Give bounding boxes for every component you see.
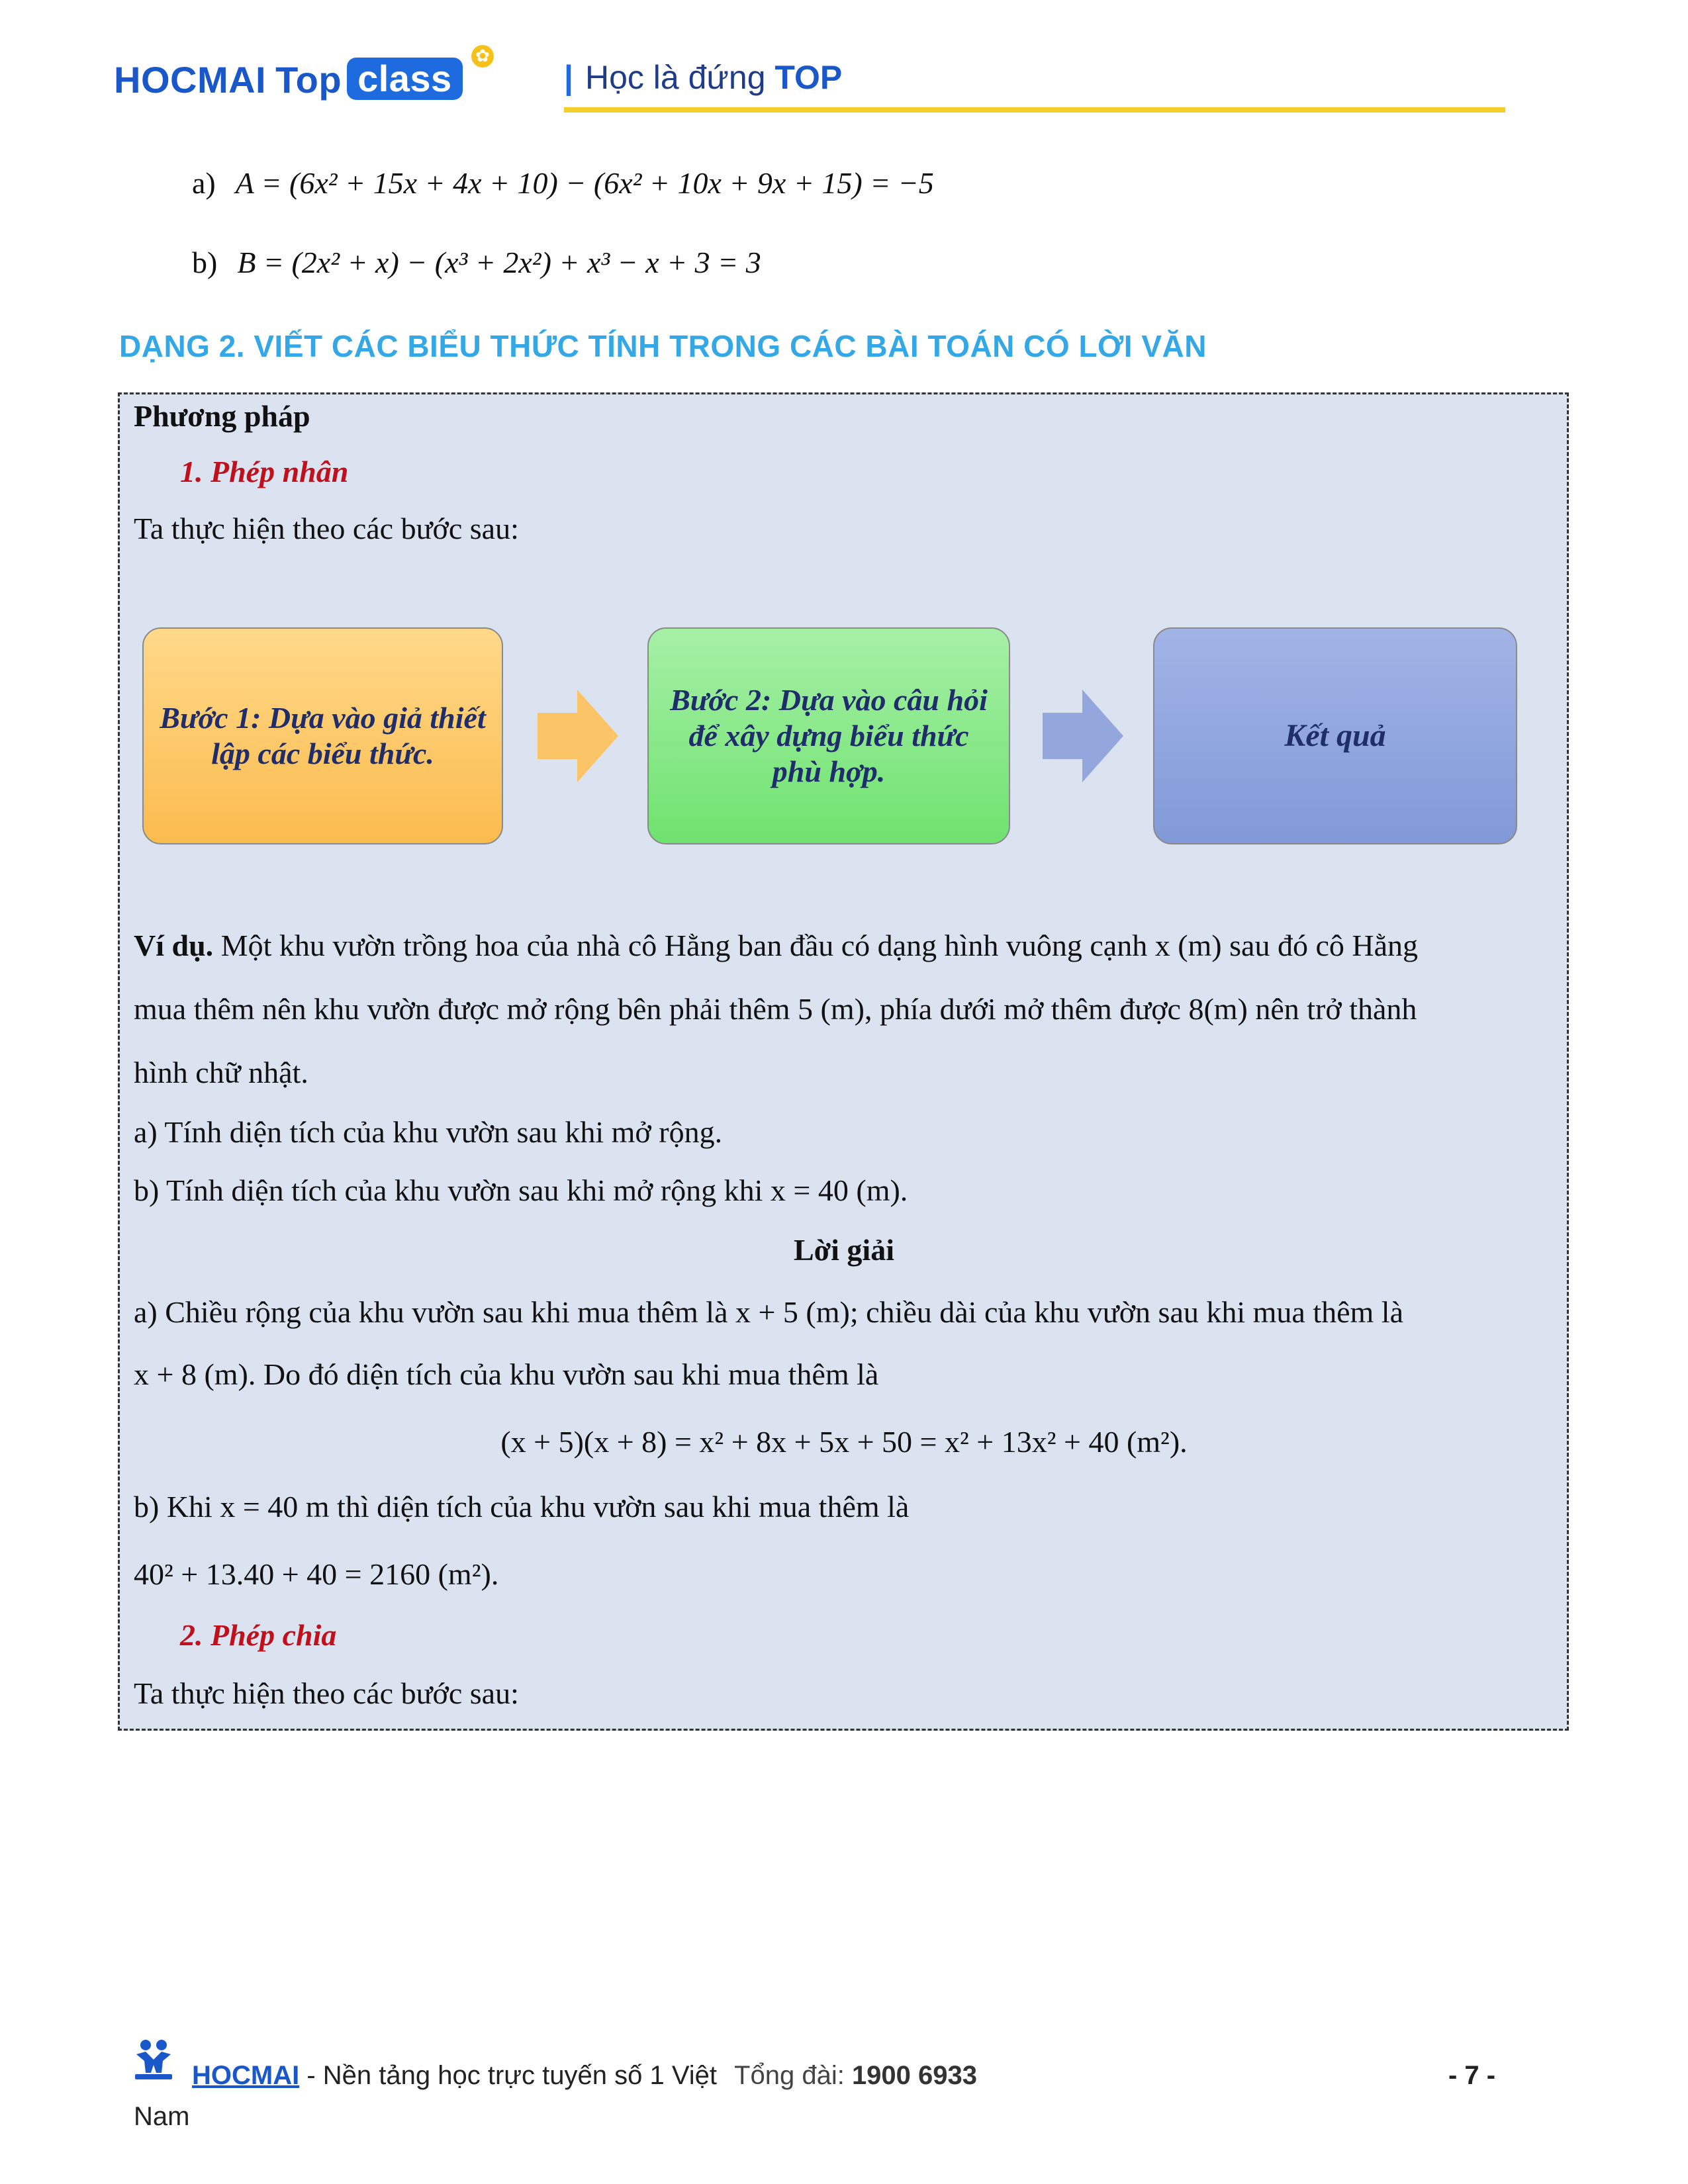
solution-a-line-1: a) Chiều rộng của khu vườn sau khi mua thêm là x + 5 (m); chiều dài của khu vườn sau khi mua thêm là [134,1295,1404,1329]
logo-main: HOCMAI [114,59,267,101]
tagline-strong: TOP [774,59,843,96]
method-item-multiplication: 1. Phép nhân [180,455,349,488]
solution-a-line-2: x + 8 (m). Do đó diện tích của khu vườn sau khi mua thêm là [134,1357,879,1391]
hocmai-mascot-icon [131,2037,175,2081]
footer-text: - Nền tảng học trực tuyến số 1 Việt [299,2061,718,2090]
example-question-a: a) Tính diện tích của khu vườn sau khi mở rộng. [134,1115,723,1149]
example-text: Một khu vườn trồng hoa của nhà cô Hằng ban đầu có dạng hình vuông cạnh x (m) sau đó cô Hằng [213,929,1419,962]
formula-b [192,245,761,280]
formula-expression: A = (6x² + 15x + 4x + 10) − (6x² + 10x + 9x + 15) = −5 [235,166,934,200]
flow-step-1: Bước 1: Dựa vào giả thiết lập các biểu thức. [142,627,503,844]
solution-b-line-1: b) Khi x = 40 m thì diện tích của khu vườn sau khi mua thêm là [134,1490,910,1524]
formula-label: b) [192,246,218,279]
example-lead: Ví dụ. [134,929,214,962]
example-question-b: b) Tính diện tích của khu vườn sau khi mở rộng khi x = 40 (m). [134,1173,908,1207]
example-line-1 [134,928,1418,963]
footer-wrap-text: Nam [134,2102,190,2131]
flow-step-result: Kết quả [1153,627,1517,844]
footer-hotline-label: Tổng đài: [734,2061,852,2090]
formula-expression: B = (2x² + x) − (x³ + 2x²) + x³ − x + 3 = 3 [237,246,761,279]
page-number: - 7 - [1448,2061,1496,2090]
steps-intro-2: Ta thực hiện theo các bước sau: [134,1676,519,1710]
formula-label: a) [192,166,216,200]
steps-intro: Ta thực hiện theo các bước sau: [134,512,519,545]
star-icon: ✿ [471,45,494,68]
header-rule [564,107,1505,113]
tagline-text: Học là đứng [585,59,775,96]
logo-class-badge: class [347,58,463,100]
footer-line [192,2061,977,2091]
method-item-division: 2. Phép chia [180,1618,337,1652]
tagline [564,58,842,97]
method-title: Phương pháp [134,399,310,433]
footer-brand-link[interactable]: HOCMAI [192,2061,300,2090]
section-heading: DẠNG 2. VIẾT CÁC BIỂU THỨC TÍNH TRONG CÁC BÀI TOÁN CÓ LỜI VĂN [119,329,1207,363]
formula-a [192,165,934,201]
flow-step-2: Bước 2: Dựa vào câu hỏi để xây dựng biểu thức phù hợp. [647,627,1010,844]
arrow-right-icon [538,690,618,782]
example-line-3: hình chữ nhật. [134,1056,308,1089]
arrow-right-icon [1043,690,1123,782]
solution-a-formula: (x + 5)(x + 8) = x² + 8x + 5x + 50 = x² + 13x² + 40 (m²). [500,1425,1188,1459]
solution-title: Lời giải [794,1233,894,1267]
tagline-divider: | [564,59,573,96]
footer-hotline: 1900 6933 [851,2061,978,2090]
method-box [118,392,1569,1731]
hocmai-topclass-logo [114,58,463,101]
logo-top: Top [275,59,342,101]
solution-b-formula: 40² + 13.40 + 40 = 2160 (m²). [134,1557,499,1591]
example-line-2: mua thêm nên khu vườn được mở rộng bên phải thêm 5 (m), phía dưới mở thêm được 8(m) nên trở thành [134,992,1417,1026]
